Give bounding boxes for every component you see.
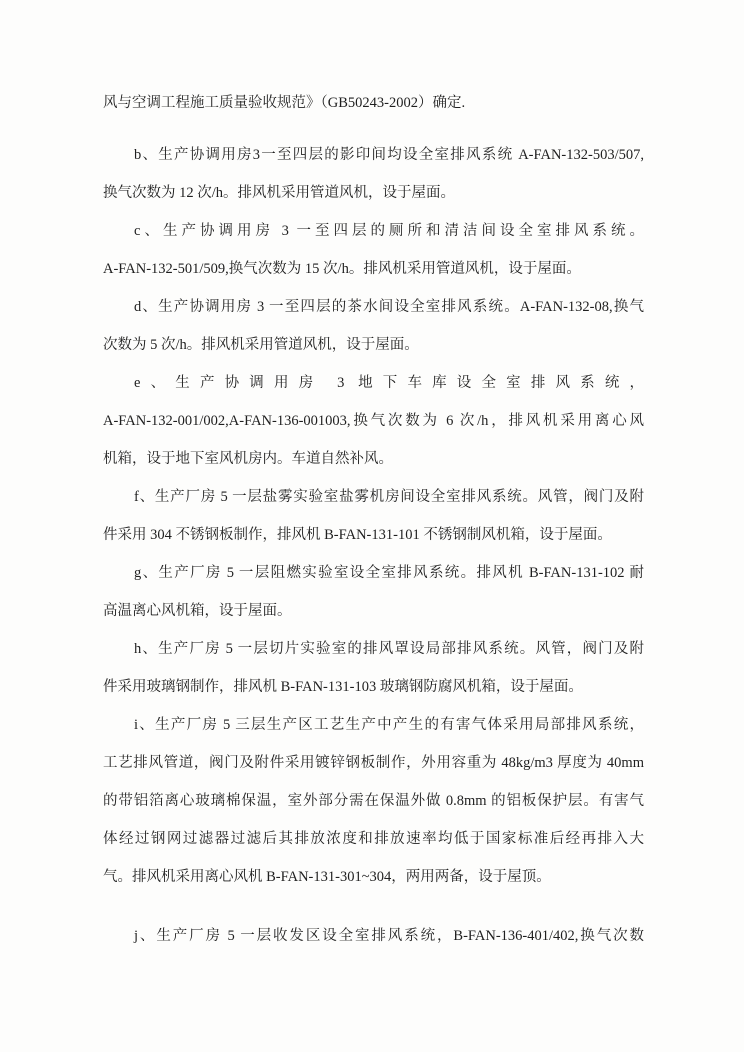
paragraph-c [103, 212, 644, 288]
document-line: 机箱，设于地下室风机房内。车道自然补风。 [103, 451, 393, 467]
paragraph-a-continuation [103, 84, 644, 122]
document-line: 件采用玻璃钢制作，排风机 B-FAN-131-103 玻璃钢防腐风机箱，设于屋面。 [103, 679, 583, 695]
paragraph-i [103, 706, 644, 896]
document-line: b、生产协调用房3一至四层的影印间均设全室排风系统 A-FAN-132-503/507, [134, 147, 644, 163]
document-line: c、生产协调用房 3 一至四层的厕所和清洁间设全室排风系统。 [134, 223, 644, 239]
document-line: d、生产协调用房 3 一至四层的茶水间设全室排风系统。A-FAN-132-08,换气 [134, 299, 644, 315]
document-text-block [103, 84, 644, 955]
document-line: 工艺排风管道，阀门及附件采用镀锌钢板制作，外用容重为 48kg/m3 厚度为 40mm [103, 755, 644, 771]
document-line: 换气次数为 12 次/h。排风机采用管道风机，设于屋面。 [103, 185, 456, 201]
paragraph-f [103, 478, 644, 554]
document-line: 风与空调工程施工质量验收规范》（GB50243-2002）确定. [103, 95, 466, 111]
document-line: 的带铝箔离心玻璃棉保温，室外部分需在保温外做 0.8mm 的铝板保护层。有害气 [103, 793, 644, 809]
document-line: 高温离心风机箱，设于屋面。 [103, 603, 292, 619]
paragraph-h [103, 630, 644, 706]
document-line: 气。排风机采用离心风机 B-FAN-131-301~304，两用两备，设于屋顶。 [103, 869, 551, 885]
paragraph-d [103, 288, 644, 364]
document-line: A-FAN-132-501/509,换气次数为 15 次/h。排风机采用管道风机，设于屋面。 [103, 261, 581, 277]
document-line: 次数为 5 次/h。排风机采用管道风机，设于屋面。 [103, 337, 419, 353]
document-line: A-FAN-132-001/002,A-FAN-136-001003,换气次数为 6 次/h，排风机采用离心风 [103, 413, 644, 429]
document-line: i、生产厂房 5 三层生产区工艺生产中产生的有害气体采用局部排风系统， [134, 717, 644, 733]
document-line: j、生产厂房 5 一层收发区设全室排风系统，B-FAN-136-401/402,换气次数 [134, 928, 644, 944]
paragraph-j [103, 917, 644, 955]
document-line: g、生产厂房 5 一层阻燃实验室设全室排风系统。排风机 B-FAN-131-102 耐 [134, 565, 644, 581]
document-line: h、生产厂房 5 一层切片实验室的排风罩设局部排风系统。风管，阀门及附 [134, 641, 644, 657]
paragraph-g [103, 554, 644, 630]
paragraph-e [103, 364, 644, 478]
document-line: 件采用 304 不锈钢板制作，排风机 B-FAN-131-101 不锈钢制风机箱，设于屋面。 [103, 527, 612, 543]
document-line: f、生产厂房 5 一层盐雾实验室盐雾机房间设全室排风系统。风管，阀门及附 [134, 489, 644, 505]
document-line: 体经过钢网过滤器过滤后其排放浓度和排放速率均低于国家标准后经再排入大 [103, 831, 644, 847]
paragraph-b [103, 136, 644, 212]
document-line: e、生产协调用房 3 地下车库设全室排风系统， [134, 375, 644, 391]
